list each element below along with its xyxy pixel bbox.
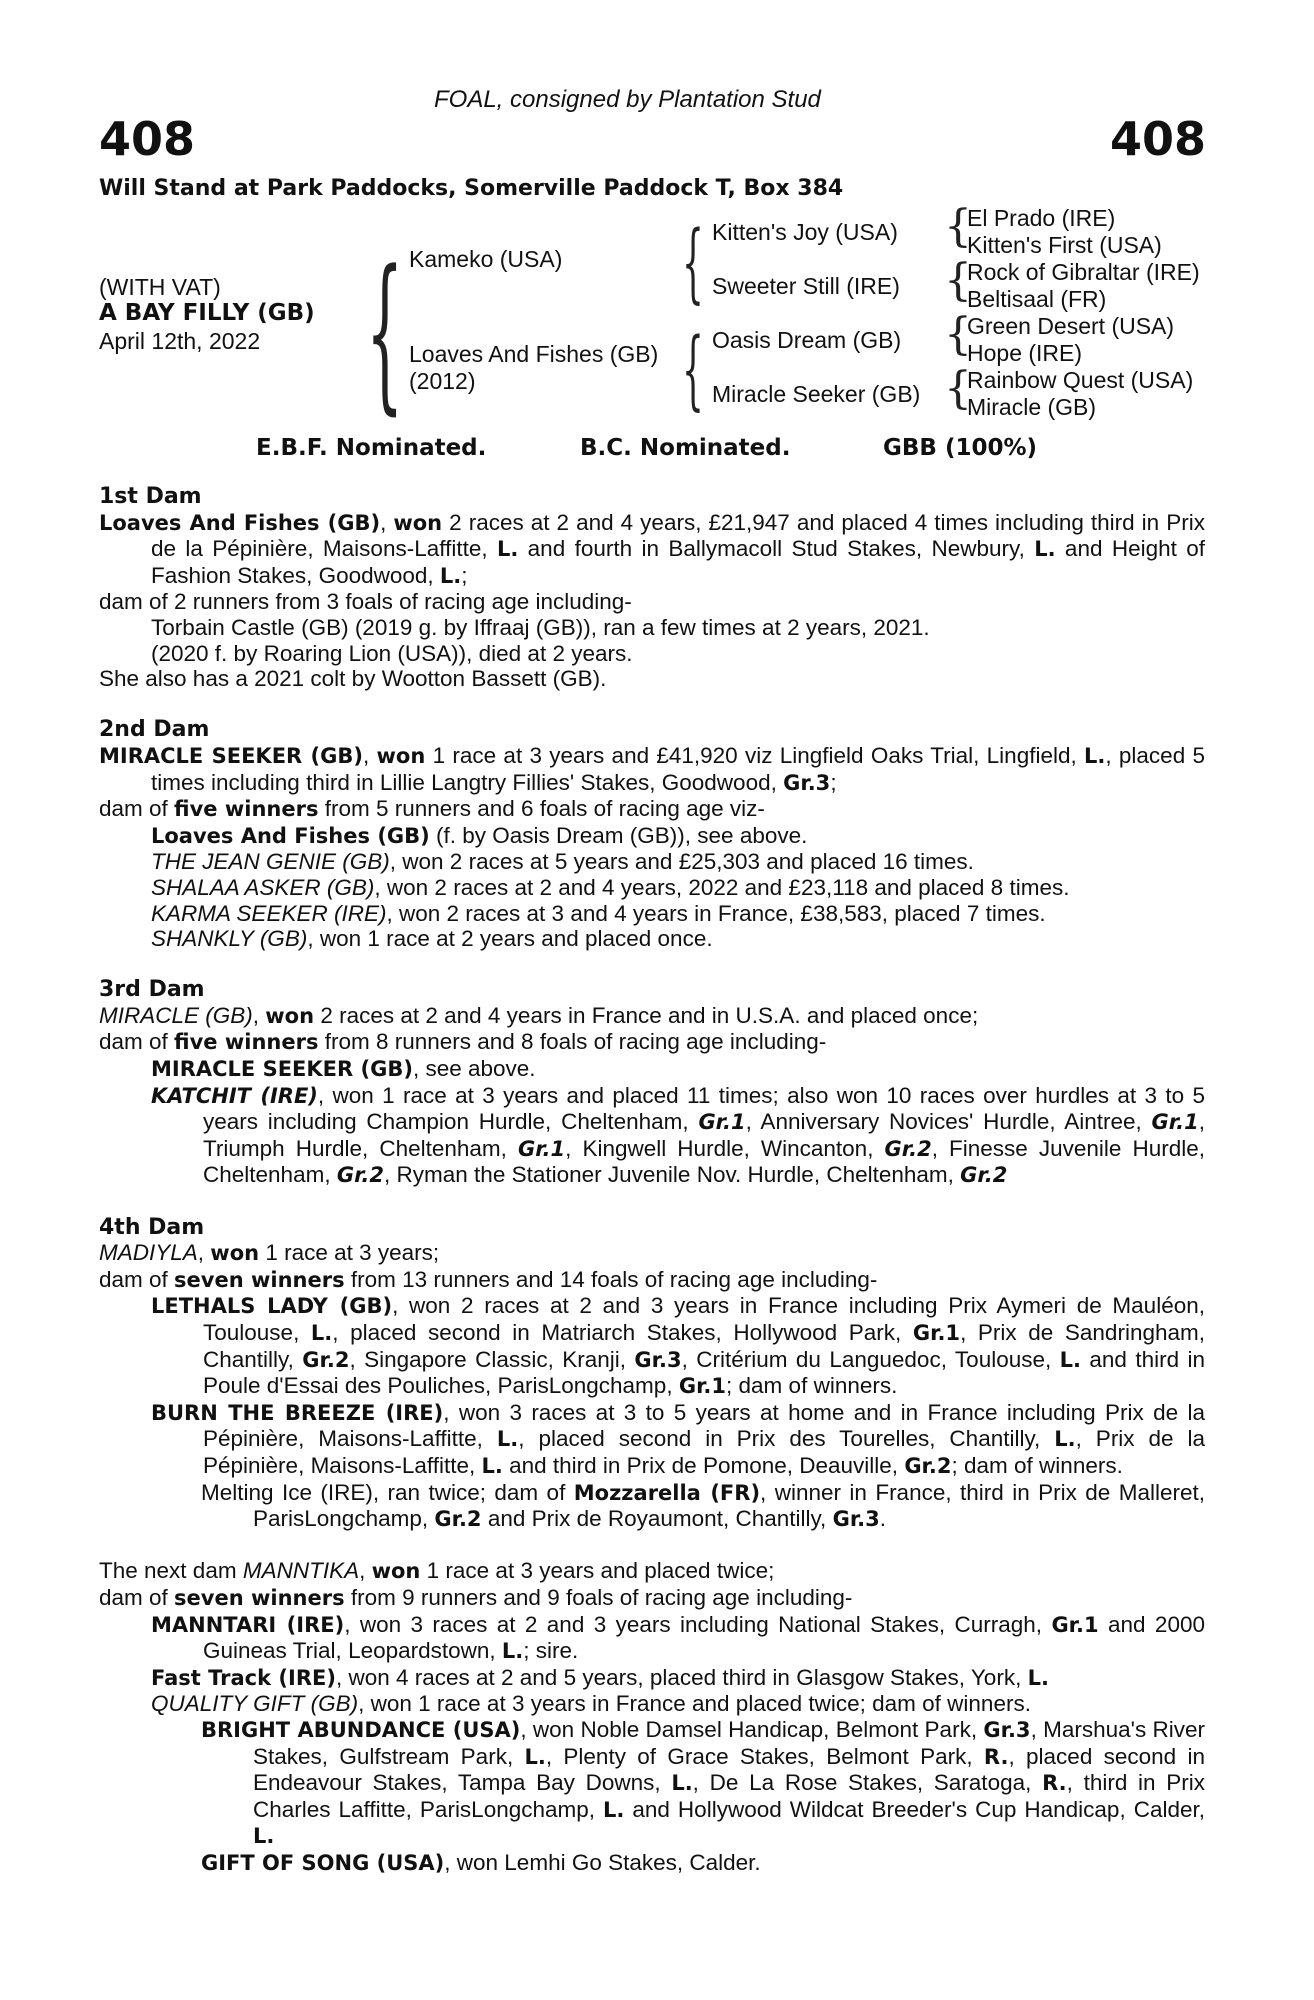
pedigree-entry [99, 926, 1205, 952]
text-run: ; dam of winners. [726, 1373, 898, 1399]
text-run: , Triumph Hurdle, Cheltenham, [203, 1109, 1205, 1161]
text-run: , placed second in Prix des Tourelles, Chantilly, [518, 1426, 1055, 1452]
text-run: MIRACLE SEEKER (GB) [99, 743, 363, 768]
text-run: Gr.2 [960, 1163, 1008, 1188]
text-run: , won 3 races at 2 and 3 years including National Stakes, Curragh, [344, 1611, 1052, 1637]
pedigree-entry [99, 589, 1205, 615]
text-run: Loaves And Fishes (GB) [151, 823, 430, 848]
pedigree-entry [99, 1267, 1205, 1294]
text-run: SHALAA ASKER (GB) [151, 874, 375, 900]
text-run: , won 2 races at 3 and 4 years in France, £38,583, placed 7 times. [386, 900, 1046, 926]
text-run: , won 2 races at 2 and 4 years, 2022 and £23,118 and placed 8 times. [374, 874, 1070, 900]
text-run: dam of 2 runners from 3 foals of racing age including- [99, 589, 632, 615]
text-run: BRIGHT ABUNDANCE (USA) [201, 1717, 521, 1742]
text-run: Mozzarella (FR) [573, 1480, 761, 1505]
pedigree-sire: Kameko (USA) [409, 246, 563, 272]
text-run: five winners [174, 1030, 319, 1055]
text-run: MIRACLE (GB) [99, 1002, 253, 1028]
pedigree-brace-1: { [944, 201, 972, 252]
text-run: BURN THE BREEZE (IRE) [151, 1400, 444, 1425]
text-run: , winner in France, third in Prix de Malleret, ParisLongchamp, [253, 1479, 1205, 1532]
text-run: , [197, 1240, 211, 1266]
text-run: , third in Prix Charles Laffitte, ParisLongchamp, [253, 1770, 1205, 1822]
section-gap [99, 1189, 1205, 1215]
pedigree-brace-main: { [366, 234, 404, 430]
text-run: and Hollywood Wildcat Breeder's Cup Handicap, Calder, [624, 1796, 1205, 1822]
text-run: dam of [99, 1584, 175, 1610]
text-run: , won 1 race at 3 years in France and placed twice; dam of winners. [358, 1691, 1031, 1717]
text-run: , won 1 race at 3 years and placed 11 times; also won 10 races over hurdles at 3 to 5 years including Champion Hurdle, Cheltenham, [203, 1082, 1205, 1135]
vat-note: (WITH VAT) [99, 274, 221, 300]
pedigree-entry [99, 666, 1205, 692]
text-run: L. [671, 1771, 693, 1796]
pedigree-dam: Loaves And Fishes (GB) [409, 341, 659, 367]
text-run: , [359, 1558, 372, 1584]
pedigree-ggp-1: El Prado (IRE) [967, 205, 1116, 231]
text-run: , won Noble Damsel Handicap, Belmont Park, [520, 1716, 984, 1742]
pedigree-entry [99, 1029, 1205, 1056]
text-run: dam of [99, 1266, 175, 1292]
section-heading: 1st Dam [99, 484, 202, 509]
text-run: L. [496, 537, 519, 562]
consigned-by: FOAL, consigned by Plantation Stud [434, 86, 821, 113]
dam-section [99, 484, 1205, 692]
text-run: , Critérium du Languedoc, Toulouse, [681, 1346, 1060, 1372]
text-run: MIRACLE SEEKER (GB) [151, 1057, 413, 1082]
text-run: and Height of Fashion Stakes, Goodwood, [151, 536, 1205, 588]
catalogue-body [99, 484, 1205, 1876]
text-run: KATCHIT (IRE) [151, 1083, 318, 1108]
text-run: , see above. [412, 1056, 536, 1082]
text-run: MANNTIKA [242, 1558, 360, 1584]
section-gap [99, 692, 1205, 718]
text-run: , won Lemhi Go Stakes, Calder. [444, 1849, 761, 1875]
text-run: Gr.1 [678, 1374, 727, 1399]
text-run: L. [253, 1824, 275, 1849]
pedigree-entry [99, 823, 1205, 850]
text-run: MADIYLA [99, 1240, 198, 1266]
text-run: ; sire. [523, 1638, 579, 1664]
text-run: , Prix de Sandringham, Chantilly, [203, 1320, 1205, 1372]
text-run: , Marshua's River Stakes, Gulfstream Park, [253, 1716, 1205, 1769]
text-run: 1 race at 3 years and placed twice; [420, 1558, 775, 1584]
text-run: won [210, 1241, 260, 1266]
text-run: (f. by Oasis Dream (GB)), see above. [429, 822, 808, 848]
pedigree-entry [99, 1691, 1205, 1717]
text-run: Fast Track (IRE) [151, 1665, 336, 1690]
pedigree-brace-4: { [944, 363, 972, 414]
pedigree-entry [99, 1480, 1205, 1533]
text-run: Loaves And Fishes (GB) [99, 510, 381, 535]
pedigree-ggp-2: Kitten's First (USA) [967, 232, 1162, 258]
text-run: 2 races at 2 and 4 years, £21,947 and placed 4 times including third in Prix de la Pépinière, Maisons-Laffitte, [151, 509, 1205, 562]
pedigree-dam-year: (2012) [409, 368, 476, 394]
pedigree-entry [99, 1717, 1205, 1850]
date-of-birth: April 12th, 2022 [99, 328, 261, 354]
pedigree-sire-sire: Kitten's Joy (USA) [712, 219, 898, 245]
text-run: , placed second in Endeavour Stakes, Tampa Bay Downs, [253, 1743, 1206, 1796]
gbb-rating: GBB (100%) [883, 435, 1038, 461]
text-run: ; [830, 769, 837, 795]
stand-location: Will Stand at Park Paddocks, Somerville Paddock T, Box 384 [99, 176, 844, 201]
pedigree-entry [99, 1400, 1205, 1480]
text-run: seven winners [174, 1585, 345, 1610]
pedigree-entry [99, 1665, 1205, 1692]
dam-section [99, 1215, 1205, 1533]
pedigree-ggp-4: Beltisaal (FR) [967, 286, 1107, 312]
text-run: , Finesse Juvenile Hurdle, Cheltenham, [203, 1135, 1205, 1188]
pedigree-entry [99, 641, 1205, 667]
text-run: from 5 runners and 6 foals of racing age viz- [318, 796, 765, 822]
text-run: Gr.2 [904, 1453, 952, 1478]
text-run: L. [524, 1744, 546, 1769]
pedigree-entry [99, 615, 1205, 641]
section-gap [99, 952, 1205, 978]
text-run: ; dam of winners. [951, 1452, 1123, 1478]
text-run: Gr.2 [302, 1347, 350, 1372]
dam-section [99, 1558, 1205, 1876]
text-run: L. [501, 1639, 524, 1664]
pedigree-entry [99, 849, 1205, 875]
text-run: , placed second in Matriarch Stakes, Hollywood Park, [332, 1320, 913, 1345]
pedigree-ggp-7: Rainbow Quest (USA) [967, 367, 1194, 393]
text-run: Gr.3 [832, 1507, 880, 1532]
pedigree-entry [99, 510, 1205, 590]
section-heading: 4th Dam [99, 1214, 205, 1240]
text-run: Gr.1 [1051, 1612, 1099, 1637]
text-run: L. [481, 1453, 503, 1478]
text-run: and Prix de Royaumont, Chantilly, [481, 1506, 833, 1532]
pedigree-brace-3: { [944, 309, 972, 360]
section-heading: 2nd Dam [99, 717, 210, 743]
text-run: , [380, 509, 394, 535]
text-run: Torbain Castle (GB) (2019 g. by Iffraaj (GB)), ran a few times at 2 years, 2021. [151, 614, 930, 640]
text-run: Gr.3 [983, 1717, 1031, 1742]
pedigree-dam-dam: Miracle Seeker (GB) [712, 381, 921, 407]
bc-nomination: B.C. Nominated. [580, 435, 791, 461]
text-run: and third in Prix de Pomone, Deauville, [502, 1452, 905, 1478]
text-run: Gr.3 [634, 1347, 682, 1372]
ebf-nomination: E.B.F. Nominated. [256, 435, 487, 461]
pedigree-entry [99, 901, 1205, 927]
text-run: from 8 runners and 8 foals of racing age including- [318, 1029, 827, 1055]
pedigree-ggp-8: Miracle (GB) [967, 394, 1097, 420]
text-run: dam of [99, 1029, 175, 1055]
text-run: and fourth in Ballymacoll Stud Stakes, Newbury, [518, 536, 1035, 562]
text-run: R. [983, 1744, 1009, 1769]
text-run: , Singapore Classic, Kranji, [349, 1346, 635, 1372]
text-run: L. [1084, 743, 1106, 768]
text-run: , placed 5 times including third in Lillie Langtry Fillies' Stakes, Goodwood, [151, 742, 1205, 795]
text-run: QUALITY GIFT (GB) [151, 1691, 359, 1717]
pedigree-sire-dam: Sweeter Still (IRE) [712, 273, 900, 299]
text-run: 1 race at 3 years and £41,920 viz Lingfield Oaks Trial, Lingfield, [425, 742, 1085, 768]
pedigree-ggp-5: Green Desert (USA) [967, 313, 1175, 339]
dam-section [99, 717, 1205, 951]
pedigree-entry [99, 1558, 1205, 1585]
text-run: SHANKLY (GB) [151, 926, 308, 952]
pedigree-entry [99, 1083, 1205, 1189]
text-run: L. [439, 563, 462, 588]
text-run: , De La Rose Stakes, Saratoga, [692, 1770, 1043, 1796]
text-run: , won 3 races at 3 to 5 years at home and in France including Prix de la Pépinière, Maisons-Laffitte, [203, 1399, 1205, 1452]
text-run: and 2000 Guineas Trial, Leopardstown, [203, 1611, 1205, 1664]
text-run: from 9 runners and 9 foals of racing age including- [344, 1584, 853, 1610]
text-run: Gr.3 [783, 770, 831, 795]
text-run: , Anniversary Novices' Hurdle, Aintree, [745, 1109, 1152, 1135]
text-run: won [265, 1003, 315, 1028]
text-run: 2 races at 2 and 4 years in France and in U.S.A. and placed once; [314, 1002, 979, 1028]
pedigree-entry [99, 1293, 1205, 1399]
text-run: , Prix de la Pépinière, Maisons-Laffitte, [203, 1426, 1205, 1478]
text-run: from 13 runners and 14 foals of racing age including- [344, 1266, 878, 1292]
text-run: , won 1 race at 2 years and placed once. [307, 926, 713, 952]
pedigree-ggp-3: Rock of Gibraltar (IRE) [967, 259, 1200, 285]
text-run: L. [310, 1321, 333, 1345]
text-run: , [252, 1002, 266, 1028]
text-run: , won 2 races at 5 years and £25,303 and placed 16 times. [389, 849, 974, 875]
pedigree-brace-2: { [944, 255, 972, 306]
text-run: , won 4 races at 2 and 5 years, placed third in Glasgow Stakes, York, [335, 1664, 1028, 1690]
horse-name: A BAY FILLY (GB) [99, 300, 315, 326]
section-gap [99, 1533, 1205, 1559]
pedigree-entry [99, 875, 1205, 901]
text-run: won [376, 743, 426, 768]
text-run: Gr.2 [884, 1136, 932, 1161]
text-run: (2020 f. by Roaring Lion (USA)), died at 2 years. [151, 640, 633, 666]
pedigree-entry [99, 1240, 1205, 1267]
text-run: ; [461, 562, 468, 588]
text-run: dam of [99, 796, 175, 822]
text-run: LETHALS LADY (GB) [151, 1294, 393, 1319]
text-run: THE JEAN GENIE (GB) [151, 849, 390, 875]
pedigree-entry [99, 1612, 1205, 1665]
text-run: L. [1054, 1427, 1076, 1452]
text-run: L. [1034, 537, 1056, 562]
text-run: L. [496, 1427, 519, 1452]
pedigree-ggp-6: Hope (IRE) [967, 340, 1083, 366]
text-run: KARMA SEEKER (IRE) [151, 900, 387, 926]
text-run: She also has a 2021 colt by Wootton Bassett (GB). [99, 666, 607, 692]
pedigree-brace-dam: { [682, 320, 704, 420]
pedigree-entry [99, 1056, 1205, 1083]
text-run: 1 race at 3 years; [259, 1240, 440, 1266]
text-run: won [371, 1559, 421, 1584]
text-run: MANNTARI (IRE) [151, 1612, 345, 1637]
section-heading: 3rd Dam [99, 977, 205, 1003]
text-run: Gr.1 [912, 1321, 961, 1345]
text-run: Gr.2 [336, 1163, 385, 1188]
pedigree-entry [99, 1003, 1205, 1030]
text-run: and third in Poule d'Essai des Pouliches, ParisLongchamp, [203, 1346, 1206, 1399]
text-run: , Kingwell Hurdle, Wincanton, [565, 1135, 885, 1161]
text-run: five winners [174, 797, 319, 822]
text-run: Melting Ice (IRE), ran twice; dam of [201, 1479, 574, 1505]
text-run: . [879, 1506, 887, 1532]
pedigree-brace-sire: { [682, 213, 704, 313]
text-run: L. [603, 1797, 625, 1822]
lot-number-right: 408 [1109, 112, 1206, 166]
text-run: Gr.2 [434, 1507, 482, 1532]
text-run: won [393, 510, 443, 535]
text-run: Gr.1 [1151, 1110, 1199, 1135]
pedigree-entry [99, 1850, 1205, 1877]
text-run: , won 2 races at 2 and 3 years in France including Prix Aymeri de Mauléon, Toulouse, [203, 1293, 1205, 1345]
text-run: GIFT OF SONG (USA) [201, 1850, 445, 1875]
text-run: , Ryman the Stationer Juvenile Nov. Hurdle, Cheltenham, [384, 1162, 961, 1188]
pedigree-dam-sire: Oasis Dream (GB) [712, 327, 902, 353]
text-run: L. [1059, 1347, 1081, 1372]
text-run: Gr.1 [698, 1110, 746, 1135]
text-run: R. [1042, 1771, 1067, 1796]
lot-number-left: 408 [99, 112, 196, 166]
text-run: The next dam [99, 1558, 243, 1584]
pedigree-entry [99, 1585, 1205, 1612]
text-run: Gr.1 [517, 1136, 566, 1161]
dam-section [99, 977, 1205, 1189]
pedigree-entry [99, 743, 1205, 796]
text-run: , Plenty of Grace Stakes, Belmont Park, [545, 1743, 984, 1769]
text-run: , [363, 742, 377, 768]
pedigree-entry [99, 796, 1205, 823]
text-run: seven winners [174, 1267, 345, 1292]
text-run: L. [1027, 1665, 1049, 1690]
